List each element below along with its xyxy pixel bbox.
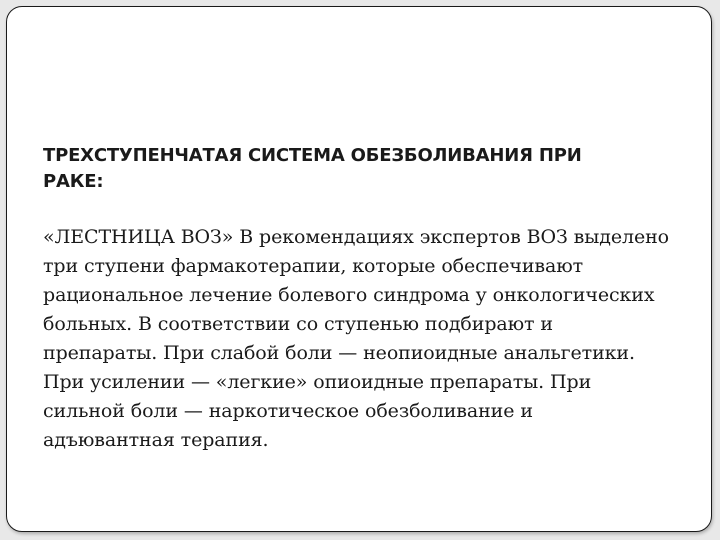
- heading-line: ТРЕХСТУПЕНЧАТАЯ СИСТЕМА ОБЕЗБОЛИВАНИЯ ПРИ: [43, 145, 582, 166]
- slide-content: [43, 143, 713, 455]
- body-line: рациональное лечение болевого синдрома у онкологических: [43, 284, 655, 306]
- heading-line: РАКЕ:: [43, 171, 104, 192]
- body-line: адъювантная терапия.: [43, 429, 269, 451]
- body-line: сильной боли — наркотическое обезболивание и: [43, 400, 533, 422]
- body-line: При усилении — «легкие» опиоидные препараты. При: [43, 371, 592, 393]
- slide-body-text: [43, 223, 713, 455]
- body-line: три ступени фармакотерапии, которые обеспечивают: [43, 255, 584, 277]
- slide-heading: [43, 143, 673, 195]
- slide-card: [6, 6, 712, 532]
- body-line: «ЛЕСТНИЦА ВОЗ» В рекомендациях экспертов ВОЗ выделено: [43, 226, 670, 248]
- body-line: больных. В соответствии со ступенью подбирают и: [43, 313, 553, 335]
- body-line: препараты. При слабой боли — неопиоидные анальгетики.: [43, 342, 635, 364]
